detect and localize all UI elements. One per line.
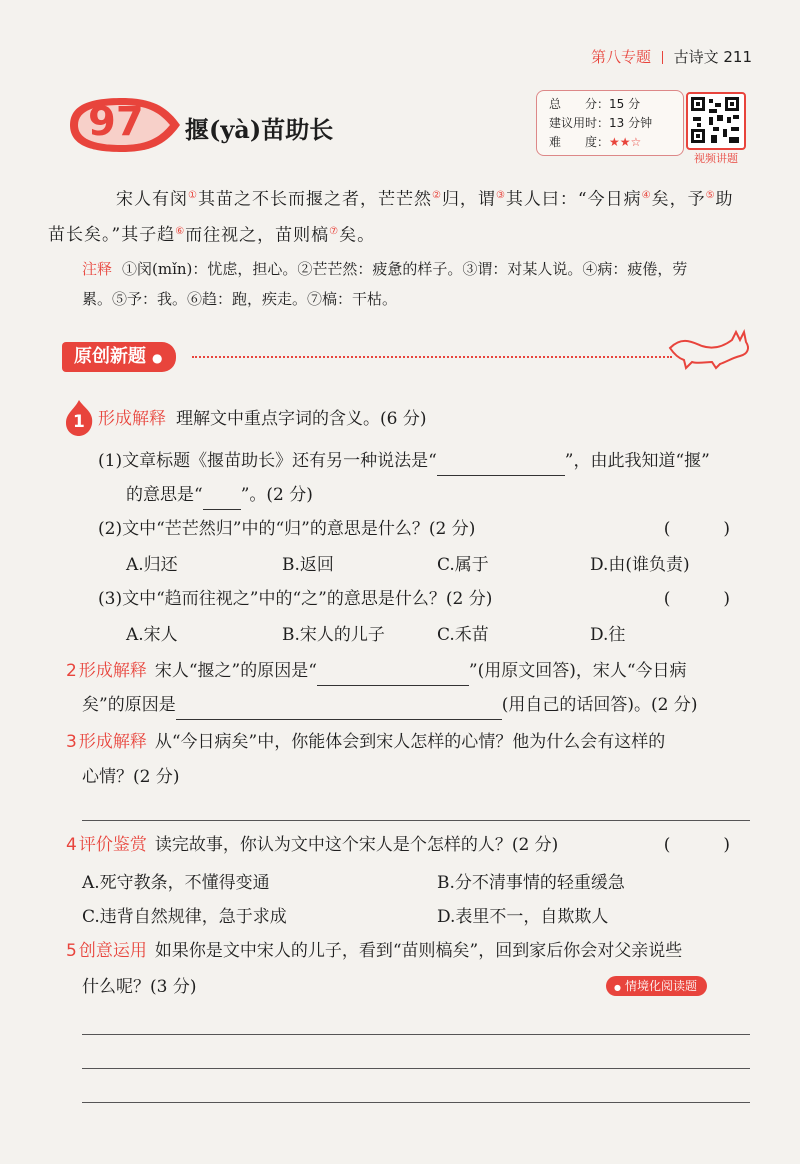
q1-tag: 形成解释	[98, 409, 166, 429]
q2-blank-2[interactable]	[176, 699, 502, 720]
q3-tag: 形成解释	[78, 732, 147, 752]
q1-sub3-stem: (3)文中“趋而往视之”中的“之”的意思是什么？(2 分)	[98, 589, 493, 609]
q2-line1: 2 形成解释 宋人“揠之”的原因是“ ”(用原文回答)，宋人“今日病	[66, 656, 687, 686]
situational-reading-badge: ● 情境化阅读题	[606, 976, 707, 996]
lesson-number: 97	[88, 99, 144, 145]
lesson-info-box	[536, 90, 684, 156]
q2-tag: 形成解释	[78, 661, 147, 681]
q5-answer-line-2[interactable]	[82, 1068, 750, 1069]
banner-dotted-line	[192, 356, 672, 358]
header-divider	[662, 51, 663, 64]
q1-sub2-answer-paren[interactable]: ( )	[663, 519, 748, 539]
q2-number: 2	[66, 661, 77, 681]
q5-answer-line-3[interactable]	[82, 1102, 750, 1103]
difficulty-row: 难 度：★★☆	[549, 135, 642, 149]
q1-number: 1	[73, 412, 85, 432]
q1-sub1-line1: (1)文章标题《揠苗助长》还有另一种说法是“ ”，由此我知道“揠”	[98, 446, 710, 476]
q5-answer-line-1[interactable]	[82, 1034, 750, 1035]
q5-line1: 5 创意运用 如果你是文中宋人的儿子，看到“苗则槁矣”，回到家后你会对父亲说些	[66, 941, 683, 961]
q1-sub1-line2: 的意思是“ ”。(2 分)	[126, 480, 313, 510]
lesson-title: 揠(yà)苗助长	[185, 115, 334, 144]
total-score-row: 总 分：15 分	[549, 97, 641, 111]
q4-option-a[interactable]: A.死守教条，不懂得变通	[82, 873, 270, 893]
q1-sub3-option-b[interactable]: B.宋人的儿子	[282, 625, 385, 645]
q4-option-d[interactable]: D.表里不一，自欺欺人	[437, 907, 609, 927]
q1-sub2-option-a[interactable]: A.归还	[126, 555, 178, 575]
header-category: 古诗文	[673, 48, 719, 66]
q4-option-c[interactable]: C.违背自然规律，急于求成	[82, 907, 287, 927]
notes	[82, 254, 752, 314]
q1-header	[98, 404, 426, 434]
cat-icon	[668, 326, 752, 370]
q3-number: 3	[66, 732, 77, 752]
page-number: 211	[723, 48, 752, 66]
notes-label: 注释	[82, 260, 113, 278]
q4-tag: 评价鉴赏	[78, 835, 147, 855]
passage: 宋人有闵①其苗之不长而揠之者，芒芒然②归，谓③其人曰：“今日病④矣，予⑤助 苗长矣。”其子趋⑥而往视之，苗则槁⑦矣。	[48, 189, 734, 246]
q4-number: 4	[66, 835, 77, 855]
notes-line-2: 累。⑤予：我。⑥趋：跑，疾走。⑦槁：干枯。	[82, 290, 398, 308]
difficulty-stars: ★★☆	[609, 135, 642, 149]
q5-tag: 创意运用	[78, 941, 147, 961]
q3-line2: 心情？(2 分)	[82, 767, 180, 787]
qr-code[interactable]	[686, 92, 746, 150]
q1-sub1-blank-1[interactable]	[437, 455, 565, 476]
q1-sub2-option-b[interactable]: B.返回	[282, 555, 334, 575]
time-row: 建议用时：13 分钟	[549, 116, 653, 130]
q2-line2: 矣”的原因是 (用自己的话回答)。(2 分)	[82, 690, 697, 720]
q1-sub1-blank-2[interactable]	[203, 489, 241, 510]
q2-blank-1[interactable]	[317, 665, 469, 686]
suggested-time: 13 分钟	[609, 116, 653, 130]
q4-option-b[interactable]: B.分不清事情的轻重缓急	[437, 873, 625, 893]
q5-number: 5	[66, 941, 77, 961]
qr-caption: 视频讲题	[694, 152, 738, 165]
original-questions-banner: 原创新题 ●	[62, 342, 176, 372]
q4-answer-paren[interactable]: ( )	[663, 835, 748, 855]
q1-sub3-option-a[interactable]: A.宋人	[126, 625, 178, 645]
page-header	[591, 46, 752, 67]
q3-line1: 3 形成解释 从“今日病矣”中，你能体会到宋人怎样的心情？他为什么会有这样的	[66, 732, 666, 752]
q1-prompt: 理解文中重点字词的含义。(6 分)	[176, 409, 427, 429]
notes-line-1: ①闵(mǐn)：忧虑，担心。②芒芒然：疲惫的样子。③谓：对某人说。④病：疲倦，劳	[122, 260, 688, 278]
qr-code-icon	[689, 95, 741, 145]
lesson-number-badge	[62, 94, 182, 156]
q1-sub2-option-c[interactable]: C.属于	[437, 555, 489, 575]
q1-sub2-stem: (2)文中“芒芒然归”中的“归”的意思是什么？(2 分)	[98, 519, 476, 539]
q1-sub3-option-c[interactable]: C.禾苗	[437, 625, 489, 645]
total-score: 15 分	[609, 97, 641, 111]
q5-line2: 什么呢？(3 分)	[82, 977, 197, 997]
header-section: 第八专题	[590, 48, 651, 66]
q3-answer-line[interactable]	[82, 820, 750, 821]
q1-sub3-option-d[interactable]: D.往	[590, 625, 626, 645]
q1-sub2-option-d[interactable]: D.由(谁负责)	[590, 555, 690, 575]
q1-sub3-answer-paren[interactable]: ( )	[663, 589, 748, 609]
q4-stem-line: 4 评价鉴赏 读完故事，你认为文中这个宋人是个怎样的人？(2 分)	[66, 835, 559, 855]
